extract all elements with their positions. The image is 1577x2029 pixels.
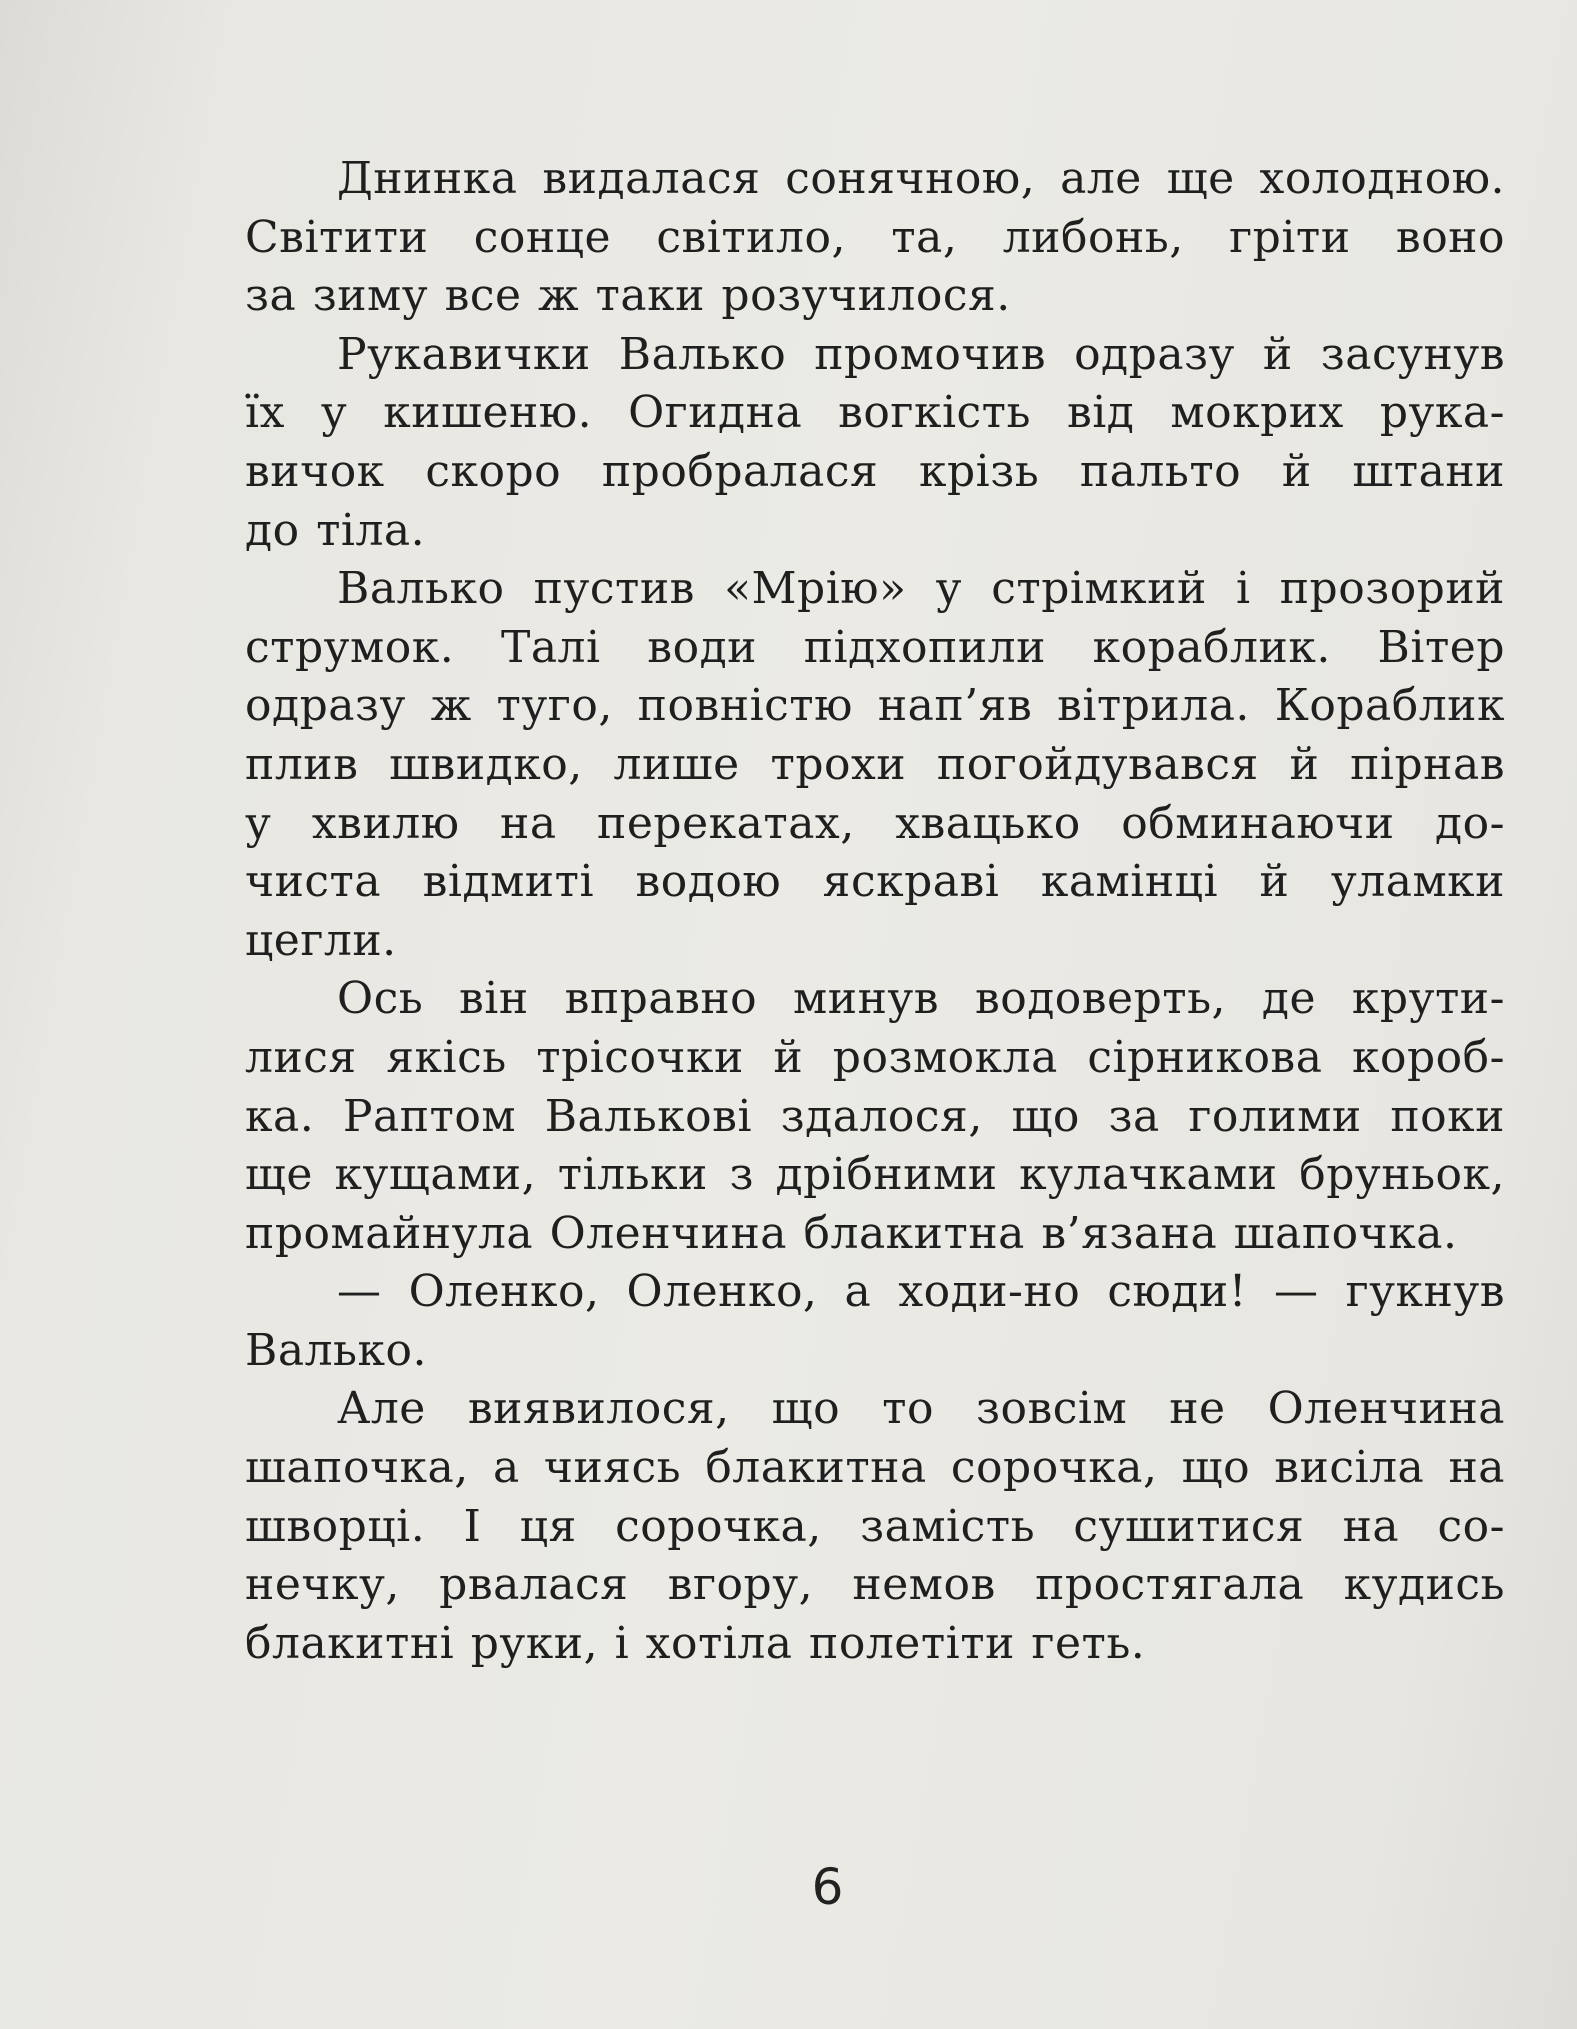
text-line: Світити сонце світило, та, либонь, гріти воно	[245, 211, 1505, 263]
text-line: шапочка, а чиясь блакитна сорочка, що висіла на	[245, 1442, 1505, 1494]
text-line: нечку, рвалася вгору, немов простягала кудись	[245, 1559, 1505, 1611]
text-line: Валько.	[245, 1324, 427, 1376]
text-line: плив швидко, лише трохи погойдувався й пірнав	[245, 738, 1505, 790]
text-line: лися якісь трісочки й розмокла сірникова короб-	[245, 1031, 1505, 1083]
text-line: блакитні руки, і хотіла полетіти геть.	[245, 1617, 1146, 1669]
paragraph	[245, 326, 1505, 560]
text-line: струмок. Талі води підхопили кораблик. Вітер	[245, 621, 1505, 673]
paragraph	[245, 560, 1505, 970]
paragraph	[245, 1263, 1505, 1380]
page-number: 6	[811, 1858, 844, 1916]
text-line: Ось він вправно минув водоверть, де крути-	[337, 973, 1505, 1025]
text-line: — Оленко, Оленко, а ходи-но сюди! — гукнув	[337, 1266, 1505, 1318]
text-line: Валько пустив «Мрію» у стрімкий і прозорий	[337, 563, 1505, 615]
text-line: за зиму все ж таки розучилося.	[245, 270, 1011, 322]
paragraph	[245, 1380, 1505, 1673]
text-line: ка. Раптом Валькові здалося, що за голими поки	[245, 1090, 1505, 1142]
text-line: вичок скоро пробралася крізь пальто й штани	[245, 445, 1505, 497]
text-line: шворці. І ця сорочка, замість сушитися на со-	[245, 1500, 1505, 1552]
text-line: чиста відмиті водою яскраві камінці й уламки	[245, 856, 1505, 908]
text-line: цегли.	[245, 914, 397, 966]
body-text	[245, 150, 1505, 1673]
text-line: Рукавички Валько промочив одразу й засунув	[337, 328, 1505, 380]
text-line: Днинка видалася сонячною, але ще холодною.	[337, 153, 1505, 204]
text-line: їх у кишеню. Огидна вогкість від мокрих рука-	[245, 387, 1505, 439]
text-line: одразу ж туго, повністю нап’яв вітрила. Кораблик	[245, 680, 1505, 732]
text-line: ще кущами, тільки з дрібними кулачками бруньок,	[245, 1149, 1505, 1201]
text-line: Але виявилося, що то зовсім не Оленчина	[337, 1383, 1505, 1435]
paragraph	[245, 970, 1505, 1263]
text-line: у хвилю на перекатах, хвацько обминаючи до-	[245, 797, 1505, 849]
text-line: промайнула Оленчина блакитна в’язана шапочка.	[245, 1207, 1458, 1259]
text-line: до тіла.	[245, 504, 426, 556]
paragraph	[245, 150, 1505, 326]
